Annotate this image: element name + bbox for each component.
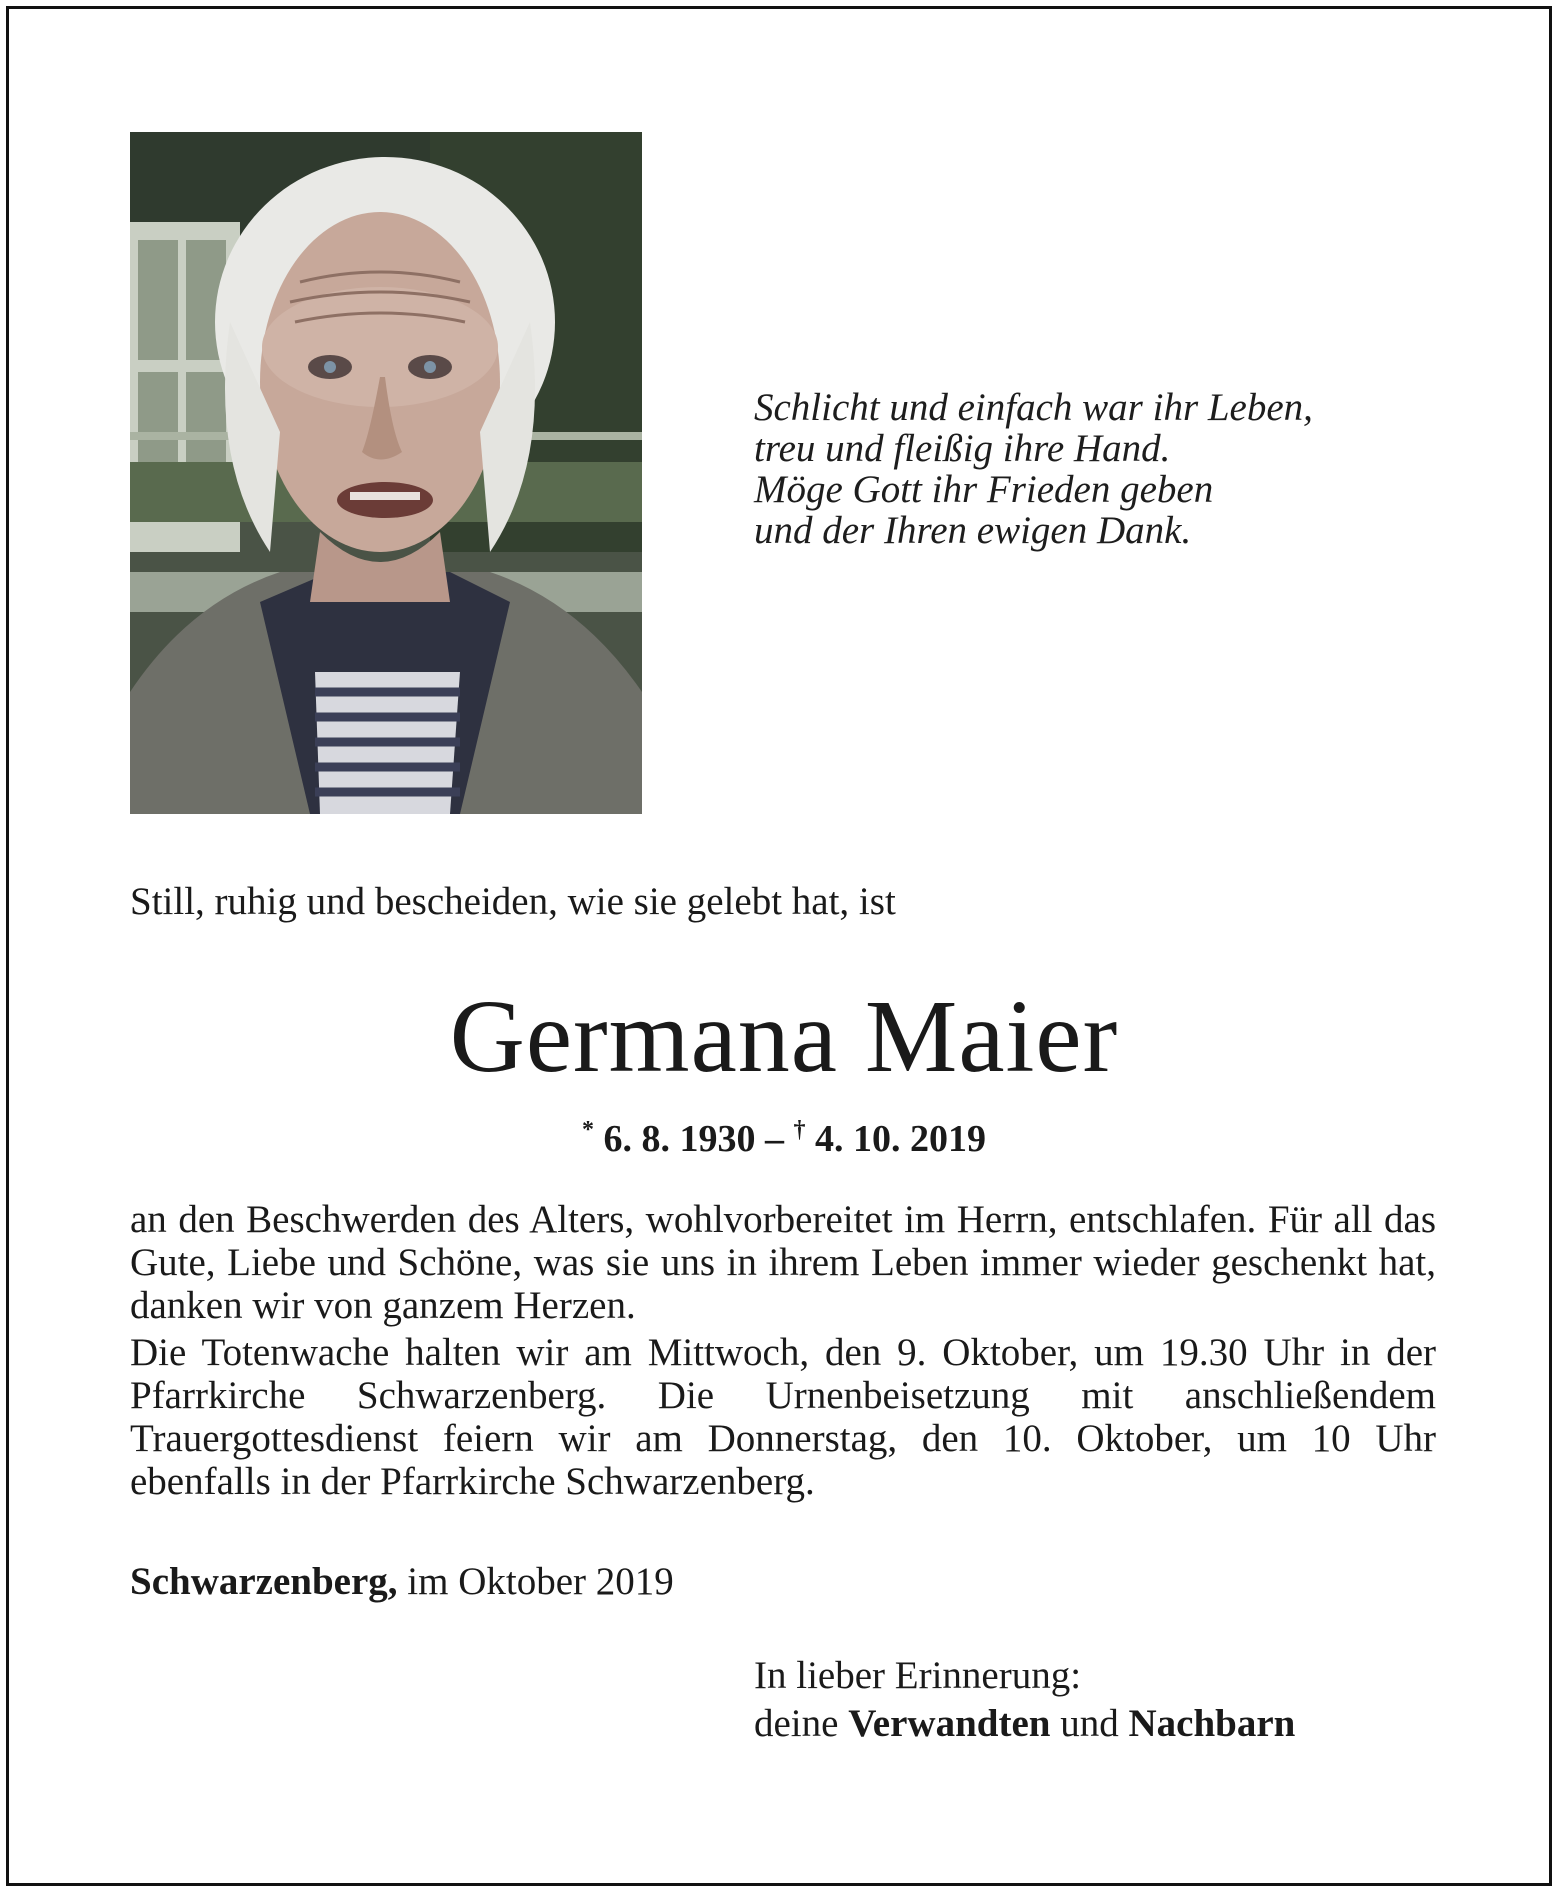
- intro-line: Still, ruhig und bescheiden, wie sie gelebt hat, ist: [130, 880, 896, 923]
- poem-line: Möge Gott ihr Frieden geben: [754, 468, 1214, 511]
- deceased-name: Germana Maier: [449, 979, 1119, 1094]
- memorial-poem: [754, 387, 1454, 551]
- birth-date: 6. 8. 1930: [603, 1118, 756, 1160]
- signature-block: [754, 1652, 1295, 1748]
- life-dates: [0, 1105, 1568, 1164]
- signature-heading: In lieber Erinnerung:: [754, 1654, 1082, 1697]
- portrait-photo: [130, 132, 642, 814]
- poem-line: treu und fleißig ihre Hand.: [754, 427, 1171, 470]
- poem-line: und der Ihren ewigen Dank.: [754, 509, 1192, 552]
- place-date: im Oktober 2019: [397, 1560, 674, 1603]
- death-date: 4. 10. 2019: [815, 1118, 986, 1160]
- body-paragraph: Die Totenwache halten wir am Mittwoch, den 9. Oktober, um 19.30 Uhr in der Pfarrkirche Schwarzenberg. Die Urnenbeisetzung mit anschließendem Trauergottesdienst feiern wir am Donnerstag, den 10. Oktober, um 10 Uhr ebenfalls in der Pfarrkirche Schwarzenberg.: [130, 1331, 1436, 1503]
- announcement-body: [130, 1198, 1436, 1507]
- place-town: Schwarzenberg,: [130, 1560, 398, 1603]
- signature-names: [754, 1700, 1295, 1748]
- signature-connector: und: [1050, 1702, 1129, 1745]
- poem-line: Schlicht und einfach war ihr Leben,: [754, 386, 1313, 429]
- signature-neighbors: Nachbarn: [1128, 1702, 1296, 1745]
- signature-relatives: Verwandten: [848, 1702, 1051, 1745]
- date-separator: –: [755, 1118, 794, 1160]
- body-paragraph: an den Beschwerden des Alters, wohlvorbereitet im Herrn, entschlafen. Für all das Gute, Liebe und Schöne, was sie uns in ihrem Leben immer wieder geschenkt hat, danken wir von ganzem Herzen.: [130, 1198, 1436, 1327]
- birth-symbol: *: [582, 1117, 594, 1143]
- signature-prefix: deine: [754, 1702, 849, 1745]
- death-symbol: †: [793, 1117, 806, 1143]
- place-date-line: [130, 1558, 674, 1606]
